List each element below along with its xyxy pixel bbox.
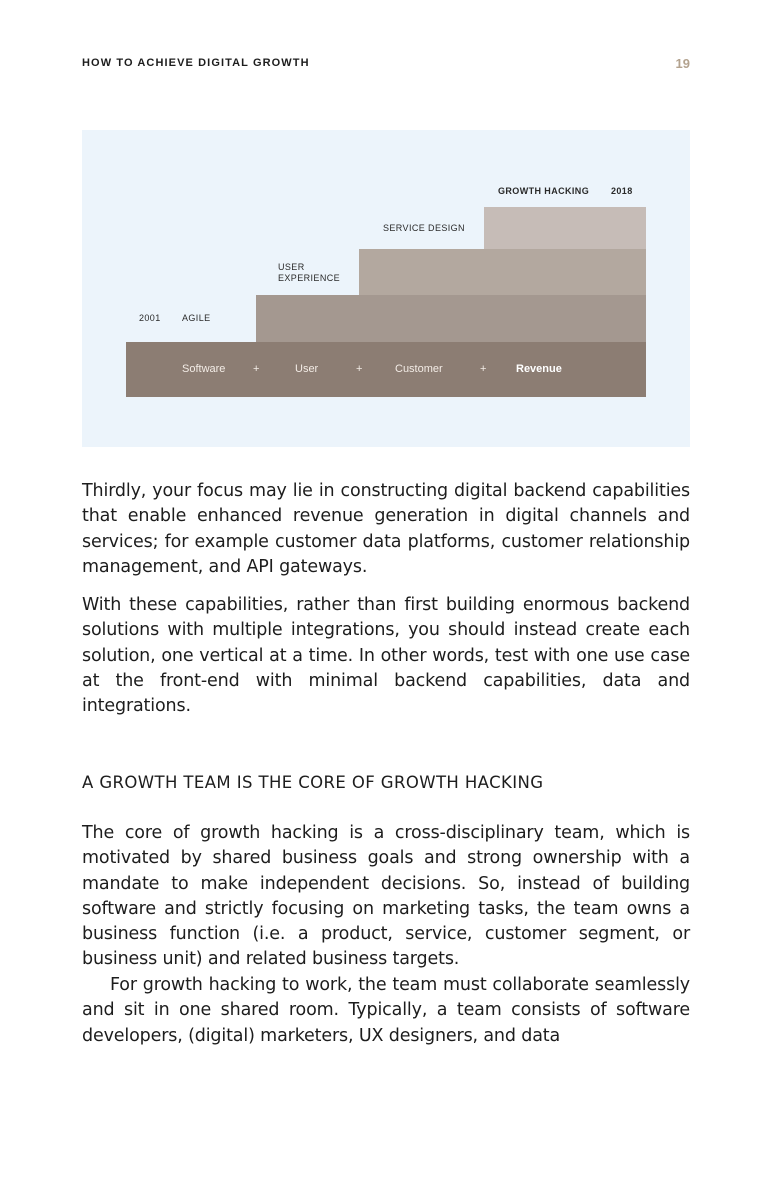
base-label-revenue: Revenue xyxy=(516,363,562,375)
base-label-software: Software xyxy=(182,363,226,375)
base-plus-1: + xyxy=(253,363,260,375)
section-heading: A GROWTH TEAM IS THE CORE OF GROWTH HACKING xyxy=(82,773,544,792)
step-growth-hacking xyxy=(484,207,646,251)
step-user-experience xyxy=(256,295,646,343)
step-service-design xyxy=(359,249,646,296)
body-paragraph-1: Thirdly, your focus may lie in constructing digital backend capabilities that enable enhanced revenue generation in digital channels and services; for example customer data platforms, customer relationship management, and API gateways. xyxy=(82,481,690,577)
year-start-label: 2001 xyxy=(139,313,161,323)
body-paragraph-4: For growth hacking to work, the team must collaborate seamlessly and sit in one shared room. Typically, a team consists of software developers, (digital) marketers, UX designers, and data xyxy=(82,975,690,1046)
base-label-customer: Customer xyxy=(395,363,443,375)
base-plus-3: + xyxy=(480,363,487,375)
base-plus-2: + xyxy=(356,363,363,375)
body-paragraph-3: The core of growth hacking is a cross-disciplinary team, which is motivated by shared business goals and strong ownership with a mandate to make independent decisions. So, instead of building software and strictly focusing on marketing tasks, the team owns a business function (i.e. a product, service, customer segment, or business unit) and related business targets. xyxy=(82,823,690,970)
year-end-label: 2018 xyxy=(611,186,633,196)
body-paragraph-2: With these capabilities, rather than first building enormous backend solutions with multiple integrations, you should instead create each solution, one vertical at a time. In other words, test with one use case at the front-end with minimal backend capabilities, data and integrations. xyxy=(82,595,690,717)
user-experience-label-line1: USER xyxy=(278,262,305,272)
user-experience-label-line2: EXPERIENCE xyxy=(278,273,341,283)
growth-staircase-figure xyxy=(82,130,690,447)
growth-hacking-label: GROWTH HACKING xyxy=(498,186,590,196)
agile-label: AGILE xyxy=(182,313,211,323)
page-number: 19 xyxy=(675,56,690,71)
service-design-label: SERVICE DESIGN xyxy=(383,223,465,233)
base-label-user: User xyxy=(295,363,319,375)
running-header: HOW TO ACHIEVE DIGITAL GROWTH xyxy=(82,57,310,69)
